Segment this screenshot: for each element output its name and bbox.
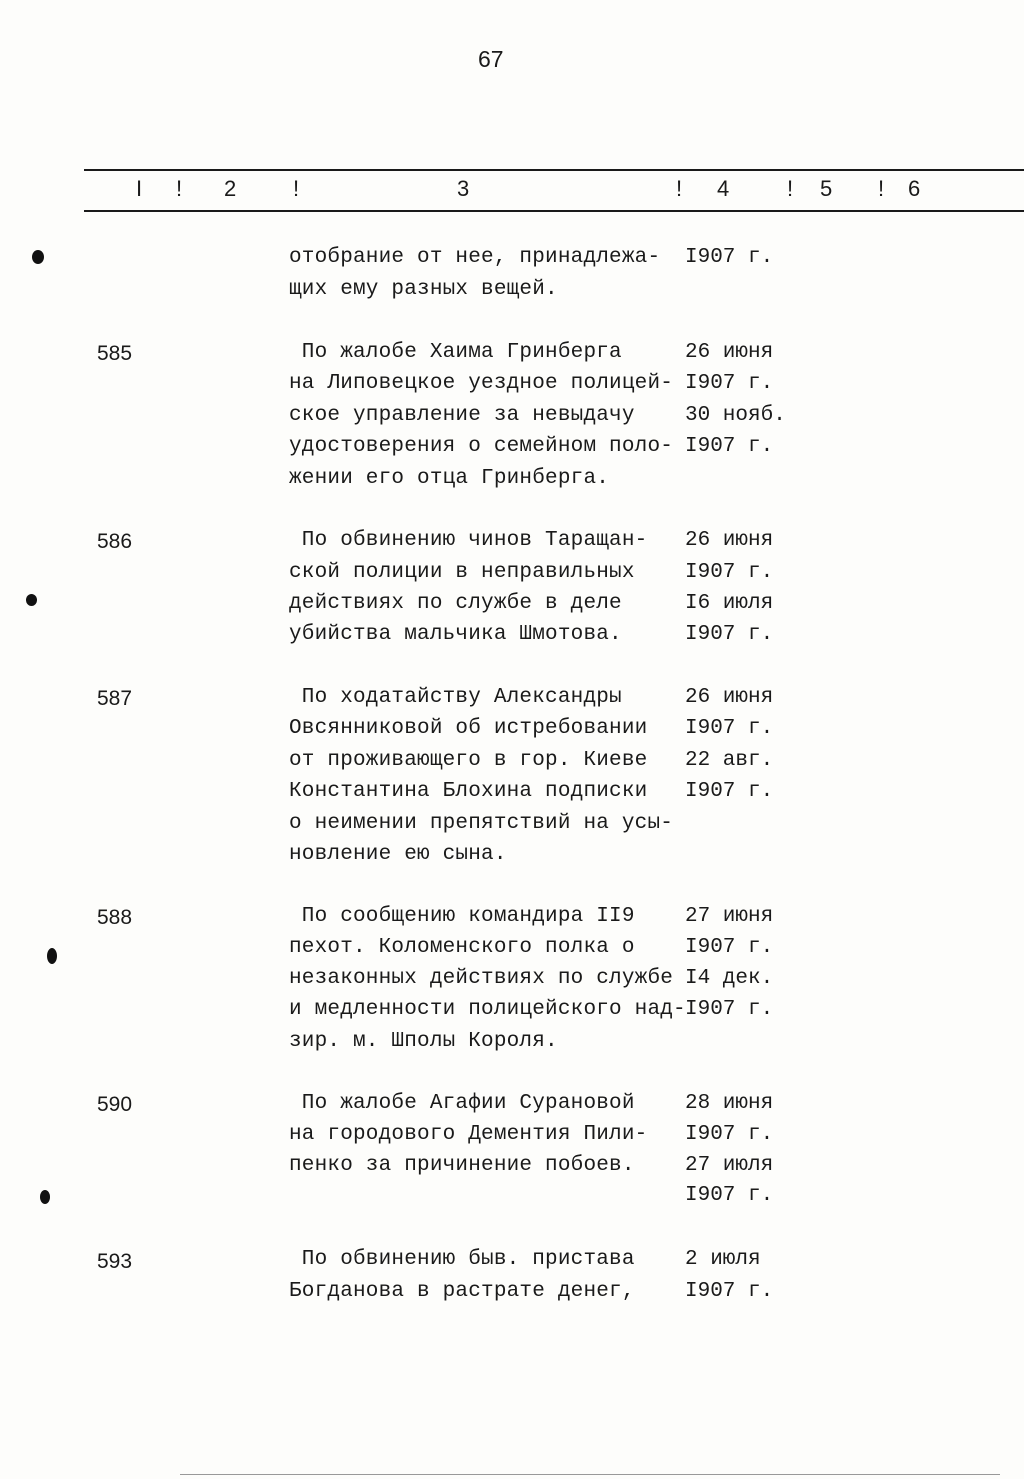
entry-date-line: I907 г. <box>685 717 774 740</box>
entry-date-line: I907 г. <box>685 372 774 395</box>
column-separator: ! <box>293 176 300 201</box>
entry-date-line: 28 июня <box>685 1092 774 1115</box>
column-header-6: 6 <box>908 176 921 201</box>
entry-number: 588 <box>97 906 133 929</box>
column-separator: ! <box>676 176 683 201</box>
punch-hole-mark <box>26 594 37 606</box>
entry-text-line: По жалобе Хаима Гринберга <box>289 341 622 364</box>
column-separator: ! <box>787 176 794 201</box>
entry-text-line: новление ею сына. <box>289 843 507 866</box>
entry-text-line: от проживающего в гор. Киеве <box>289 749 648 772</box>
entry-text-line: Константина Блохина подписки <box>289 780 648 803</box>
table-header-bottom-rule <box>84 210 1024 212</box>
entry-date-line: I907 г. <box>685 1123 774 1146</box>
entry-date-line: I907 г. <box>685 936 774 959</box>
entry-text-line: По ходатайству Александры <box>289 686 622 709</box>
entry-text-line: По обвинению быв. пристава <box>289 1248 635 1271</box>
entry-date-line: 27 июня <box>685 905 774 928</box>
entry-number: 585 <box>97 342 133 365</box>
entry-date-line: 26 июня <box>685 341 774 364</box>
entry-text-line: пехот. Коломенского полка о <box>289 936 635 959</box>
entry-text-line: По обвинению чинов Таращан- <box>289 529 648 552</box>
entry-date-line: 2 июля <box>685 1248 761 1271</box>
entry-number: 586 <box>97 530 133 553</box>
entry-date-line: I907 г. <box>685 998 774 1021</box>
entry-text-line: пенко за причинение побоев. <box>289 1154 635 1177</box>
column-header-5: 5 <box>820 176 833 201</box>
entry-text-line: ской полиции в неправильных <box>289 561 635 584</box>
column-separator: ! <box>176 176 183 201</box>
entry-number: 587 <box>97 687 133 710</box>
entry-number: 590 <box>97 1093 133 1116</box>
entry-text-line: о неимении препятствий на усы- <box>289 812 674 835</box>
punch-hole-mark <box>32 250 44 264</box>
entry-date-line: I907 г. <box>685 1184 774 1207</box>
entry-text-line: По жалобе Агафии Сурановой <box>289 1092 635 1115</box>
entry-text-line: жении его отца Гринберга. <box>289 467 610 490</box>
entry-date-line: I907 г. <box>685 435 774 458</box>
page-number: 67 <box>478 46 504 72</box>
entry-text-line: отобрание от нее, принадлежа- <box>289 246 661 269</box>
entry-number: 593 <box>97 1250 133 1273</box>
entry-text-line: убийства мальчика Шмотова. <box>289 623 622 646</box>
entry-text-line: на городового Дементия Пили- <box>289 1123 648 1146</box>
punch-hole-mark <box>47 948 57 964</box>
entry-text-line: и медленности полицейского над- <box>289 998 686 1021</box>
entry-date-line: 30 нояб. <box>685 404 786 427</box>
punch-hole-mark <box>40 1190 50 1204</box>
page-bottom-edge <box>180 1474 1000 1475</box>
entry-text-line: незаконных действиях по службе <box>289 967 674 990</box>
column-header-3: 3 <box>457 176 470 201</box>
entry-text-line: Богданова в растрате денег, <box>289 1280 635 1303</box>
entry-text-line: ское управление за невыдачу <box>289 404 635 427</box>
entry-date-line: I6 июля <box>685 592 774 615</box>
entry-date-line: I907 г. <box>685 780 774 803</box>
entry-date-line: I907 г. <box>685 246 774 269</box>
entry-date-line: 22 авг. <box>685 749 774 772</box>
entry-date-line: I4 дек. <box>685 967 774 990</box>
entry-text-line: удостоверения о семейном поло- <box>289 435 674 458</box>
entry-date-line: I907 г. <box>685 1280 774 1303</box>
entry-date-line: 26 июня <box>685 686 774 709</box>
entry-text-line: По сообщению командира II9 <box>289 905 635 928</box>
column-header-1: I <box>136 176 143 201</box>
column-separator: ! <box>878 176 885 201</box>
entry-date-line: I907 г. <box>685 561 774 584</box>
entry-text-line: действиях по службе в деле <box>289 592 622 615</box>
entry-text-line: Овсянниковой об истребовании <box>289 717 648 740</box>
entry-date-line: 27 июля <box>685 1154 774 1177</box>
entry-text-line: зир. м. Шполы Короля. <box>289 1030 558 1053</box>
entry-date-line: 26 июня <box>685 529 774 552</box>
entry-date-line: I907 г. <box>685 623 774 646</box>
entry-text-line: щих ему разных вещей. <box>289 278 558 301</box>
column-header-4: 4 <box>717 176 730 201</box>
table-header-top-rule <box>84 169 1024 171</box>
entry-text-line: на Липовецкое уездное полицей- <box>289 372 674 395</box>
column-header-2: 2 <box>224 176 237 201</box>
